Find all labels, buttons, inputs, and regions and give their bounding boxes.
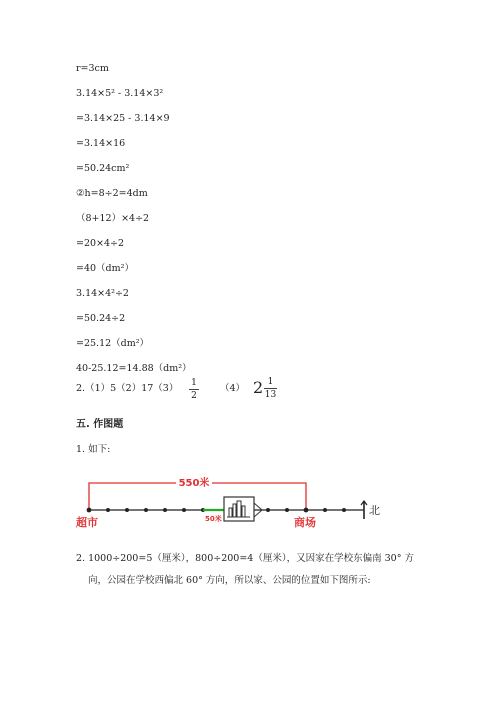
distance-label: 550米 xyxy=(178,478,210,489)
fraction-mixed xyxy=(264,377,277,400)
line-area-expr: 3.14×5² - 3.14×3² xyxy=(76,88,164,99)
mall-label: 商场 xyxy=(294,516,316,529)
scale-label: 50米 xyxy=(205,515,222,523)
tick-dot xyxy=(304,508,309,513)
supermarket-label: 超市 xyxy=(76,516,98,529)
tick-dot xyxy=(323,508,327,512)
line-area-step2: =3.14×16 xyxy=(76,138,126,149)
tick-dot xyxy=(106,508,110,512)
north-label: 北 xyxy=(369,504,380,517)
section-title: 五. 作图题 xyxy=(76,419,124,430)
line-area-step1: =3.14×25 - 3.14×9 xyxy=(76,113,170,124)
tick-dot xyxy=(182,508,186,512)
mixed-whole: 2 xyxy=(253,378,264,397)
tick-dot xyxy=(342,508,346,512)
question-2-line-1: 2. 1000÷200=5（厘米），800÷200=4（厘米），又因家在学校东偏南 30° 方 xyxy=(76,553,414,564)
fraction-denominator: 2 xyxy=(191,391,197,401)
line-area-result: =50.24cm² xyxy=(76,163,130,174)
line-semi-result: =25.12（dm²） xyxy=(76,338,150,349)
fraction-numerator: 1 xyxy=(267,377,274,387)
fraction-half xyxy=(189,378,199,401)
line-semi-step: =50.24÷2 xyxy=(76,313,126,324)
tick-dot xyxy=(266,508,270,512)
map-diagram xyxy=(0,474,500,534)
tick-dot xyxy=(163,508,167,512)
line-trap-step: =20×4÷2 xyxy=(76,238,125,249)
line-h: ②h=8÷2=4dm xyxy=(76,188,148,199)
line-q2-answers: 2.（1）5（2）17（3） xyxy=(76,383,179,394)
line-trap-expr: （8+12）×4÷2 xyxy=(76,213,150,224)
question-1-label: 1. 如下: xyxy=(76,444,111,455)
line-r: r=3cm xyxy=(76,63,109,74)
tick-dot xyxy=(87,508,92,513)
fraction-numerator: 1 xyxy=(191,378,197,388)
tick-dot xyxy=(125,508,129,512)
fraction-denominator: 13 xyxy=(264,390,277,400)
line-q2-part4: （4） xyxy=(220,383,246,394)
line-semi-expr: 3.14×4²÷2 xyxy=(76,288,129,299)
question-2-line-2: 向，公园在学校西偏北 60° 方向，所以家、公园的位置如下图所示: xyxy=(88,575,371,586)
school-building-icon xyxy=(224,497,262,521)
line-final: 40-25.12=14.88（dm²） xyxy=(76,363,192,374)
tick-dot xyxy=(285,508,289,512)
line-trap-result: =40（dm²） xyxy=(76,263,134,274)
tick-dot xyxy=(144,508,148,512)
